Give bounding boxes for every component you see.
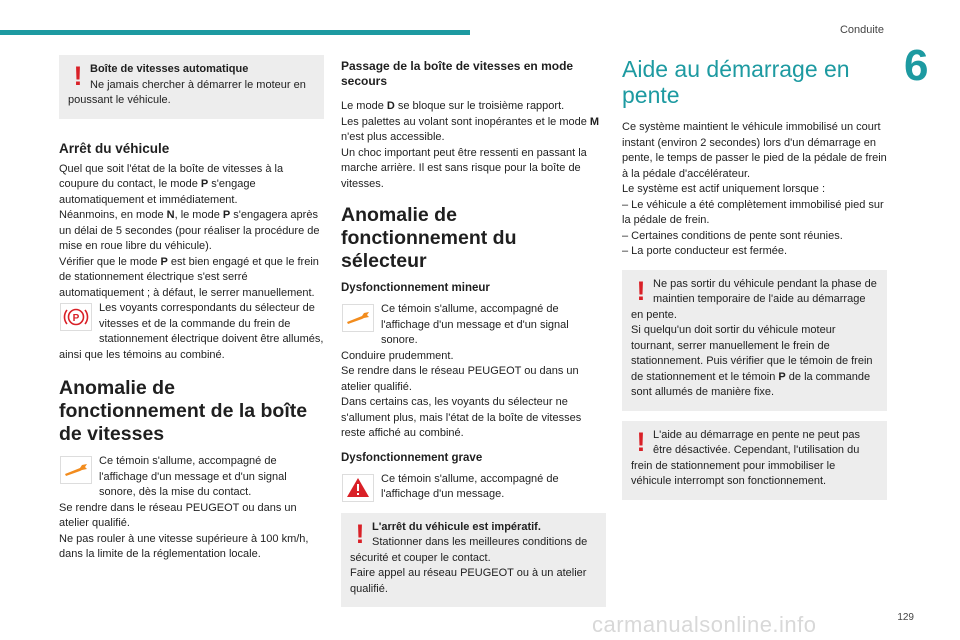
paragraph: Ce témoin s'allume, accompagné de l'affichage d'un message et d'un signal sonore, dès la mise du contact. [99, 455, 287, 498]
warning-text: L'aide au démarrage en pente ne peut pas être désactivée. Cependant, l'utilisation du frein de stationnement pour immobiliser le véhicule interrompt son fonctionnement. [631, 428, 860, 487]
icon-paragraph [341, 302, 606, 349]
paragraph: Les palettes au volant sont inopérantes et le mode M n'est plus accessible. [341, 115, 600, 143]
header-title: Conduite [839, 24, 884, 36]
icon-paragraph [341, 472, 606, 505]
paragraph: Ce témoin s'allume, accompagné de l'affichage d'un message. [381, 472, 559, 500]
warning-text: Faire appel au réseau PEUGEOT ou à un atelier qualifié. [350, 567, 587, 595]
paragraph: Ce système maintient le véhicule immobilisé un court instant (environ 2 secondes) lors d'un démarrage en pente, le temps de passer le pied de la pédale de frein à la pédale d'accélérateur. [622, 121, 887, 180]
warning-text: Si quelqu'un doit sortir du véhicule moteur tournant, serrer manuellement le frein de stationnement. Puis vérifier que le témoin de frein de stationnement et le témoin P de la commande sont allumés de manière fixe. [631, 324, 873, 398]
subsection-title-grave: Dysfonctionnement grave [341, 451, 483, 464]
subsection-title-mineur: Dysfonctionnement mineur [341, 282, 490, 294]
section-title-aide-demarrage: Aide au démarrage en pente [622, 56, 850, 108]
exclamation-icon: ! [73, 61, 83, 91]
paragraph: Ne pas rouler à une vitesse supérieure à 100 km/h, dans la limite de la réglementation locale. [59, 532, 309, 560]
icon-paragraph [59, 454, 324, 501]
watermark: carmanualsonline.info [592, 612, 817, 637]
paragraph: Le système est actif uniquement lorsque : [622, 183, 825, 195]
paragraph: Un choc important peut être ressenti en passant la marche arrière. Il est sans risque pour la boîte de vitesses. [341, 146, 587, 190]
warning-text: Stationner dans les meilleures conditions de sécurité et couper le contact. [350, 536, 588, 564]
warning-box-automatic [59, 55, 324, 119]
paragraph: Quel que soit l'état de la boîte de vitesses à la coupure du contact, le mode P s'engage automatiquement et immédiatement. [59, 162, 284, 206]
list-item: – La porte conducteur est fermée. [622, 245, 788, 257]
paragraph: Se rendre dans le réseau PEUGEOT ou dans un atelier qualifié. [59, 501, 297, 529]
warning-triangle-icon [341, 473, 375, 503]
column-2 [341, 59, 606, 607]
column-1 [59, 55, 324, 563]
chapter-number: 6 [904, 41, 929, 90]
section-title-anomalie-boite: Anomalie de fonctionnement de la boîte de vitesses [59, 377, 308, 445]
warning-text: Ne pas sortir du véhicule pendant la phase de maintien temporaire de l'aide au démarrage en pente. [631, 277, 877, 321]
warning-box-arret [341, 513, 606, 608]
exclamation-icon: ! [636, 275, 646, 306]
wrench-icon [59, 455, 93, 485]
page-number: 129 [897, 612, 914, 623]
parking-brake-icon [59, 302, 93, 332]
list-item: – Le véhicule a été complètement immobilisé pied sur la pédale de frein. [622, 198, 884, 226]
section-title-anomalie-selecteur: Anomalie de fonctionnement du sélecteur [341, 204, 517, 272]
exclamation-icon: ! [636, 426, 646, 457]
icon-paragraph [59, 301, 324, 363]
paragraph: Dans certains cas, les voyants du sélecteur ne s'allument plus, mais l'état de la boîte de vitesses reste affiché au combiné. [341, 396, 582, 439]
warning-title: L'arrêt du véhicule est impératif. [372, 520, 541, 533]
section-title-passage: Passage de la boîte de vitesses en mode secours [341, 59, 574, 88]
exclamation-icon: ! [355, 518, 365, 549]
warning-title: Boîte de vitesses automatique [90, 63, 249, 75]
section-title-arret: Arrêt du véhicule [59, 140, 170, 156]
paragraph: Conduire prudemment. [341, 349, 454, 362]
column-3 [622, 56, 887, 500]
list-item: – Certaines conditions de pente sont réunies. [622, 229, 843, 242]
paragraph: Ce témoin s'allume, accompagné de l'affichage d'un message et d'un signal sonore. [381, 303, 569, 346]
header-accent-bar [0, 30, 470, 35]
warning-box-desactivation [622, 421, 887, 500]
paragraph: Néanmoins, en mode N, le mode P s'engagera après un délai de 5 secondes (pour réaliser la procédure de mise en roue libre du véhicule). [59, 209, 320, 252]
wrench-icon [341, 303, 375, 333]
paragraph: Vérifier que le mode P est bien engagé et que le frein de stationnement électrique s'est serré automatiquement ; à défaut, le serrer manuellement. [59, 255, 319, 299]
paragraph: Les voyants correspondants du sélecteur de vitesses et de la commande du frein de stationnement électrique doivent être allumés, ainsi que les témoins au combiné. [59, 302, 324, 361]
paragraph: Se rendre dans le réseau PEUGEOT ou dans un atelier qualifié. [341, 365, 579, 393]
warning-text: Ne jamais chercher à démarrer le moteur en poussant le véhicule. [68, 78, 306, 106]
warning-box-maintien [622, 270, 887, 411]
svg-text:P: P [72, 313, 80, 324]
paragraph: Le mode D se bloque sur le troisième rapport. [341, 100, 565, 112]
